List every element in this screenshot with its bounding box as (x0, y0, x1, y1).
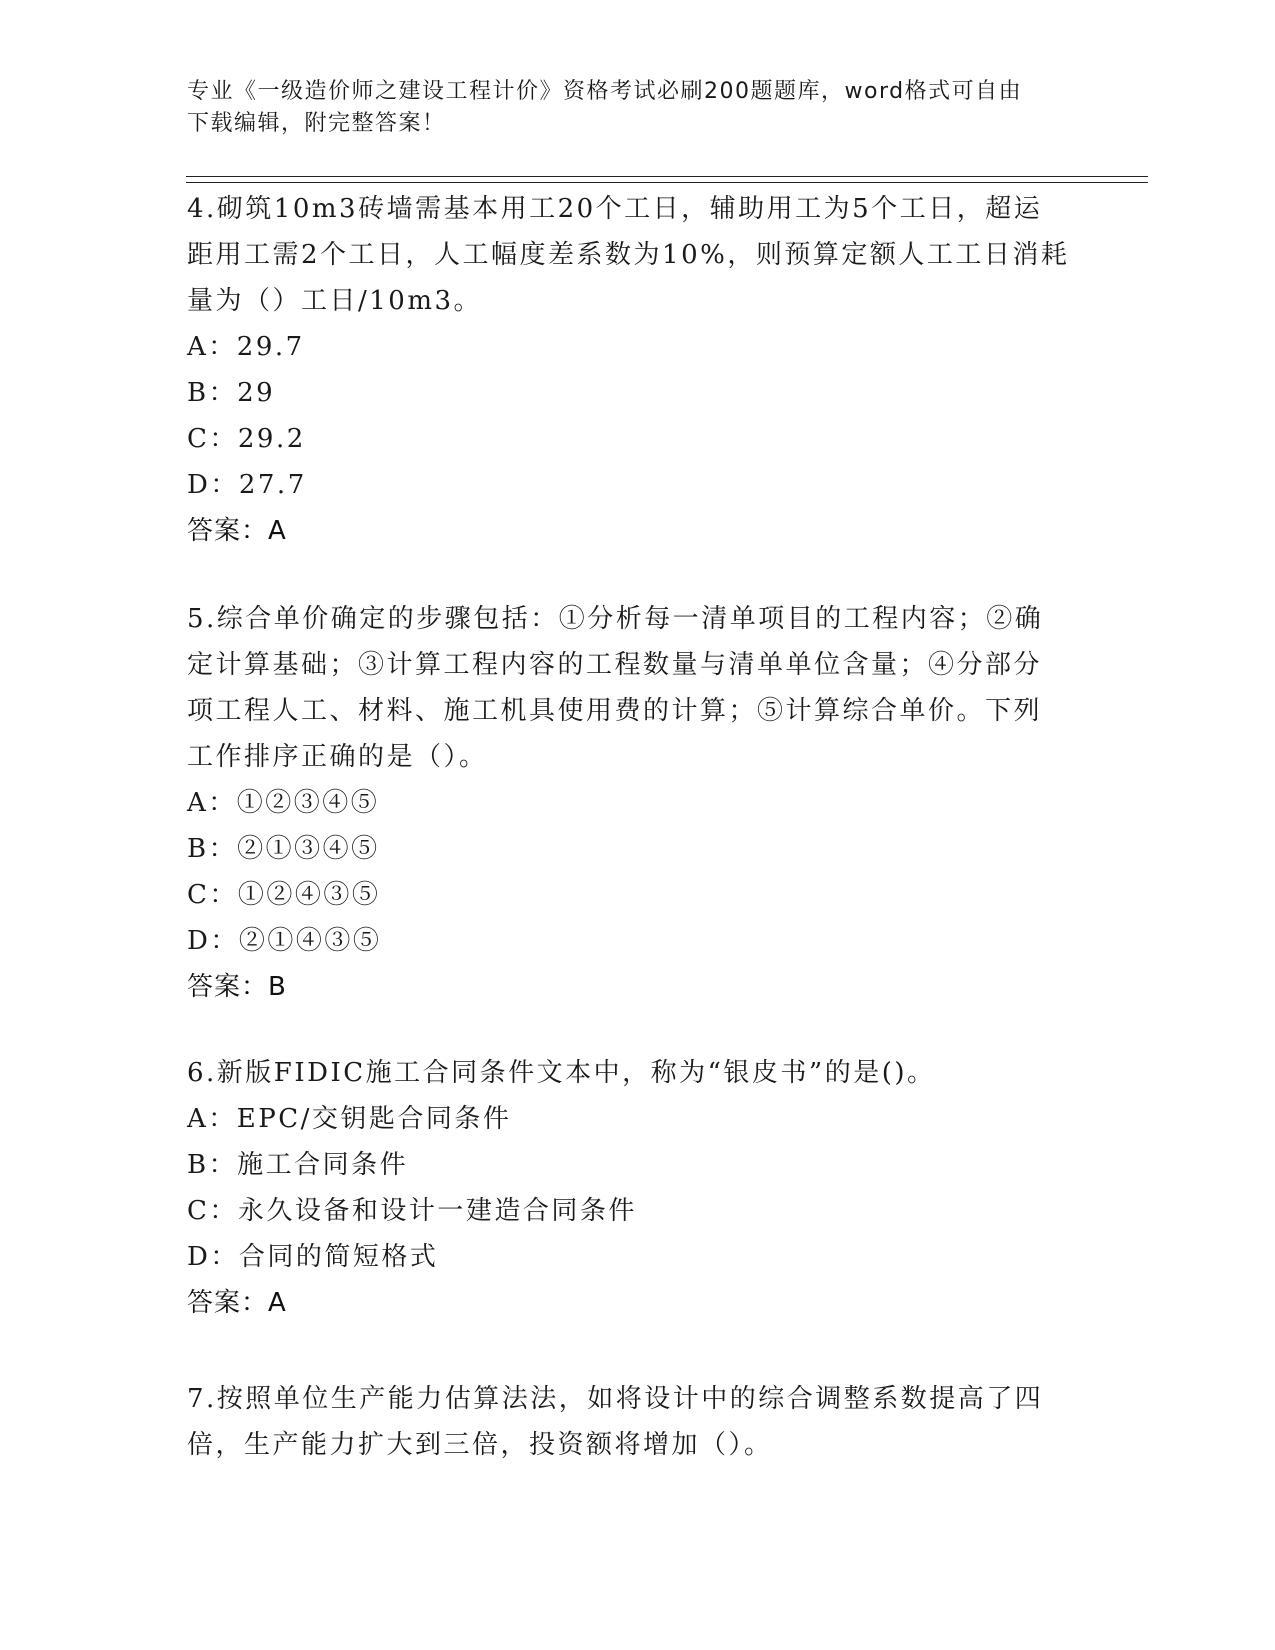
answer-line: 答案：A (187, 516, 287, 546)
question-6-text (187, 1050, 1077, 1096)
header-divider-bottom (186, 182, 1148, 183)
question-line: 7.按照单位生产能力估算法法，如将设计中的综合调整系数提高了四 (187, 1384, 1044, 1414)
option-a: A：EPC/交钥匙合同条件 (187, 1104, 512, 1134)
option-c: C：①②④③⑤ (187, 880, 381, 910)
header-divider-top (186, 176, 1148, 177)
answer-line: 答案：A (187, 1288, 287, 1318)
option-d: D：②①④③⑤ (187, 926, 382, 956)
question-line: 距用工需2个工日，人工幅度差系数为10%，则预算定额人工工日消耗 (187, 240, 1070, 270)
question-4 (187, 186, 1077, 554)
option-b: B：29 (187, 378, 276, 408)
question-6 (187, 1050, 1077, 1326)
option-a: A：①②③④⑤ (187, 788, 380, 818)
question-5-text (187, 596, 1077, 780)
document-header (187, 76, 1067, 140)
option-d: D：27.7 (187, 470, 307, 500)
question-7 (187, 1376, 1077, 1468)
question-line: 4.砌筑10m3砖墙需基本用工20个工日，辅助用工为5个工日，超运 (187, 194, 1043, 224)
option-a: A：29.7 (187, 332, 305, 362)
question-line: 工作排序正确的是（）。 (187, 742, 488, 772)
question-line: 定计算基础；③计算工程内容的工程数量与清单单位含量；④分部分 (187, 650, 1043, 680)
header-line-1: 专业《一级造价师之建设工程计价》资格考试必刷200题题库，word格式可自由 (187, 79, 1023, 104)
option-b: B：②①③④⑤ (187, 834, 380, 864)
question-line: 项工程人工、材料、施工机具使用费的计算；⑤计算综合单价。下列 (187, 696, 1043, 726)
question-4-text (187, 186, 1077, 324)
option-c: C：永久设备和设计一建造合同条件 (187, 1196, 637, 1226)
option-b: B：施工合同条件 (187, 1150, 409, 1180)
question-7-text (187, 1376, 1077, 1468)
header-line-2: 下载编辑，附完整答案！ (187, 111, 446, 136)
question-5 (187, 596, 1077, 1010)
option-d: D：合同的简短格式 (187, 1242, 439, 1272)
question-line: 6.新版FIDIC施工合同条件文本中，称为“银皮书”的是()。 (187, 1058, 936, 1088)
question-line: 倍，生产能力扩大到三倍，投资额将增加（）。 (187, 1430, 773, 1460)
question-line: 量为（）工日/10m3。 (187, 286, 483, 316)
question-line: 5.综合单价确定的步骤包括：①分析每一清单项目的工程内容；②确 (187, 604, 1044, 634)
option-c: C：29.2 (187, 424, 306, 454)
answer-line: 答案：B (187, 972, 287, 1002)
